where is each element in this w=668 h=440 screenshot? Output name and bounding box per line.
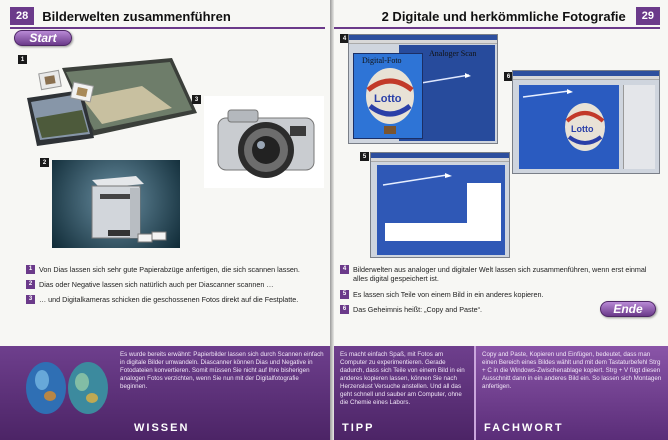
ende-label: Ende bbox=[613, 302, 643, 316]
step-3 bbox=[26, 295, 322, 304]
easter-eggs-image bbox=[20, 356, 115, 418]
start-label: Start bbox=[29, 31, 57, 45]
digital-foto-window bbox=[353, 53, 423, 139]
screenshot-5 bbox=[370, 152, 510, 258]
image-tag-6: 6 bbox=[504, 72, 513, 81]
step-4 bbox=[340, 265, 658, 283]
image-tag-2: 2 bbox=[40, 158, 49, 167]
step-number-1: 1 bbox=[26, 265, 35, 274]
digital-foto-label: Digital-Foto bbox=[362, 56, 402, 65]
tool-palette bbox=[623, 85, 655, 169]
left-header bbox=[10, 6, 325, 26]
screenshot-6 bbox=[512, 70, 660, 174]
step-1 bbox=[26, 265, 322, 274]
page-number-left: 28 bbox=[10, 7, 34, 25]
chapter-title-right: 2 Digitale und herkömmliche Fotografie bbox=[381, 8, 626, 24]
image-tag-1: 1 bbox=[18, 55, 27, 64]
step-text-2: Dias oder Negative lassen sich natürlich auch per Diascanner scannen … bbox=[39, 280, 274, 289]
analog-scan-label: Analoger Scan bbox=[429, 49, 477, 58]
balloon-lotto-text-2: Lotto bbox=[571, 124, 594, 134]
balloon-lotto-text: Lotto bbox=[374, 93, 402, 105]
step-text-6: Das Geheimnis heißt: „Copy and Paste“. bbox=[353, 305, 483, 314]
step-text-3: … und Digitalkameras schicken die geschossenen Fotos direkt auf die Festplatte. bbox=[39, 295, 299, 304]
right-header bbox=[334, 6, 660, 26]
header-rule-left bbox=[10, 27, 325, 29]
header-rule-right bbox=[334, 27, 660, 29]
step-text-4: Bilderwelten aus analoger und digitaler Welt lassen sich zusammenführen, wenn erst einmal alles digital gespeichert ist. bbox=[353, 265, 647, 283]
start-badge bbox=[14, 30, 72, 46]
image-tag-4: 4 bbox=[340, 34, 349, 43]
step-2 bbox=[26, 280, 322, 289]
image-tag-3: 3 bbox=[192, 95, 201, 104]
tipp-text: Es macht einfach Spaß, mit Fotos am Computer zu experimentieren. Gerade dadurch, dass sich Teile von einem Bild in ein anderes kopieren lassen, können Sie nach Herzenslust Versuche anstellen. Und all das geht schnell und sauber am Computer, ohne die Chemie eines Labors. bbox=[340, 351, 465, 406]
wissen-box bbox=[0, 346, 330, 440]
composite-image-window bbox=[519, 85, 619, 169]
wissen-label: WISSEN bbox=[134, 422, 190, 434]
left-page bbox=[0, 0, 330, 440]
step-6 bbox=[340, 305, 600, 314]
right-page bbox=[334, 0, 668, 440]
image-tag-5: 5 bbox=[360, 152, 369, 161]
fachwort-box bbox=[476, 346, 668, 440]
page-number-right: 29 bbox=[636, 7, 660, 25]
slide-scanner-photo bbox=[52, 160, 180, 248]
step-number-2: 2 bbox=[26, 280, 35, 289]
step-number-5: 5 bbox=[340, 290, 349, 299]
step-number-4: 4 bbox=[340, 265, 349, 274]
step-number-6: 6 bbox=[340, 305, 349, 314]
chapter-title-left: Bilderwelten zusammenführen bbox=[42, 8, 231, 24]
fachwort-label: FACHWORT bbox=[484, 422, 564, 434]
fachwort-text: Copy and Paste, Kopieren und Einfügen, bedeutet, dass man einen Bereich eines Bildes wählt und mit dem Tastaturbefehl Strg + C in die Windows-Zwischenablage kopiert. Strg + V fügt diesen Ausschnitt dann in ein anderes Bild ein. So lassen sich Montagen anfertigen. bbox=[482, 351, 662, 390]
step-number-3: 3 bbox=[26, 295, 35, 304]
paste-selection-window bbox=[377, 165, 505, 255]
step-text-1: Von Dias lassen sich sehr gute Papierabzüge anfertigen, die sich scannen lassen. bbox=[39, 265, 300, 274]
screenshot-4 bbox=[348, 34, 498, 144]
ende-badge bbox=[600, 301, 656, 317]
tipp-box bbox=[334, 346, 474, 440]
wissen-text: Es wurde bereits erwähnt: Papierbilder lassen sich durch Scannen einfach in digitale Bilder umwandeln. Diascanner können Dias und Negative in Fotodateien konvertieren. Somit müssen Sie nicht auf Ihre bisherigen analogen Fotos verzichten, wenn Sie nun mit der Digitalfotografie beginnen. bbox=[120, 351, 324, 390]
prints-and-slides-photo bbox=[22, 58, 197, 146]
tipp-label: TIPP bbox=[342, 422, 375, 434]
step-5 bbox=[340, 290, 658, 299]
step-text-5: Es lassen sich Teile von einem Bild in ein anderes kopieren. bbox=[353, 290, 544, 299]
digital-camera-photo bbox=[204, 96, 324, 188]
